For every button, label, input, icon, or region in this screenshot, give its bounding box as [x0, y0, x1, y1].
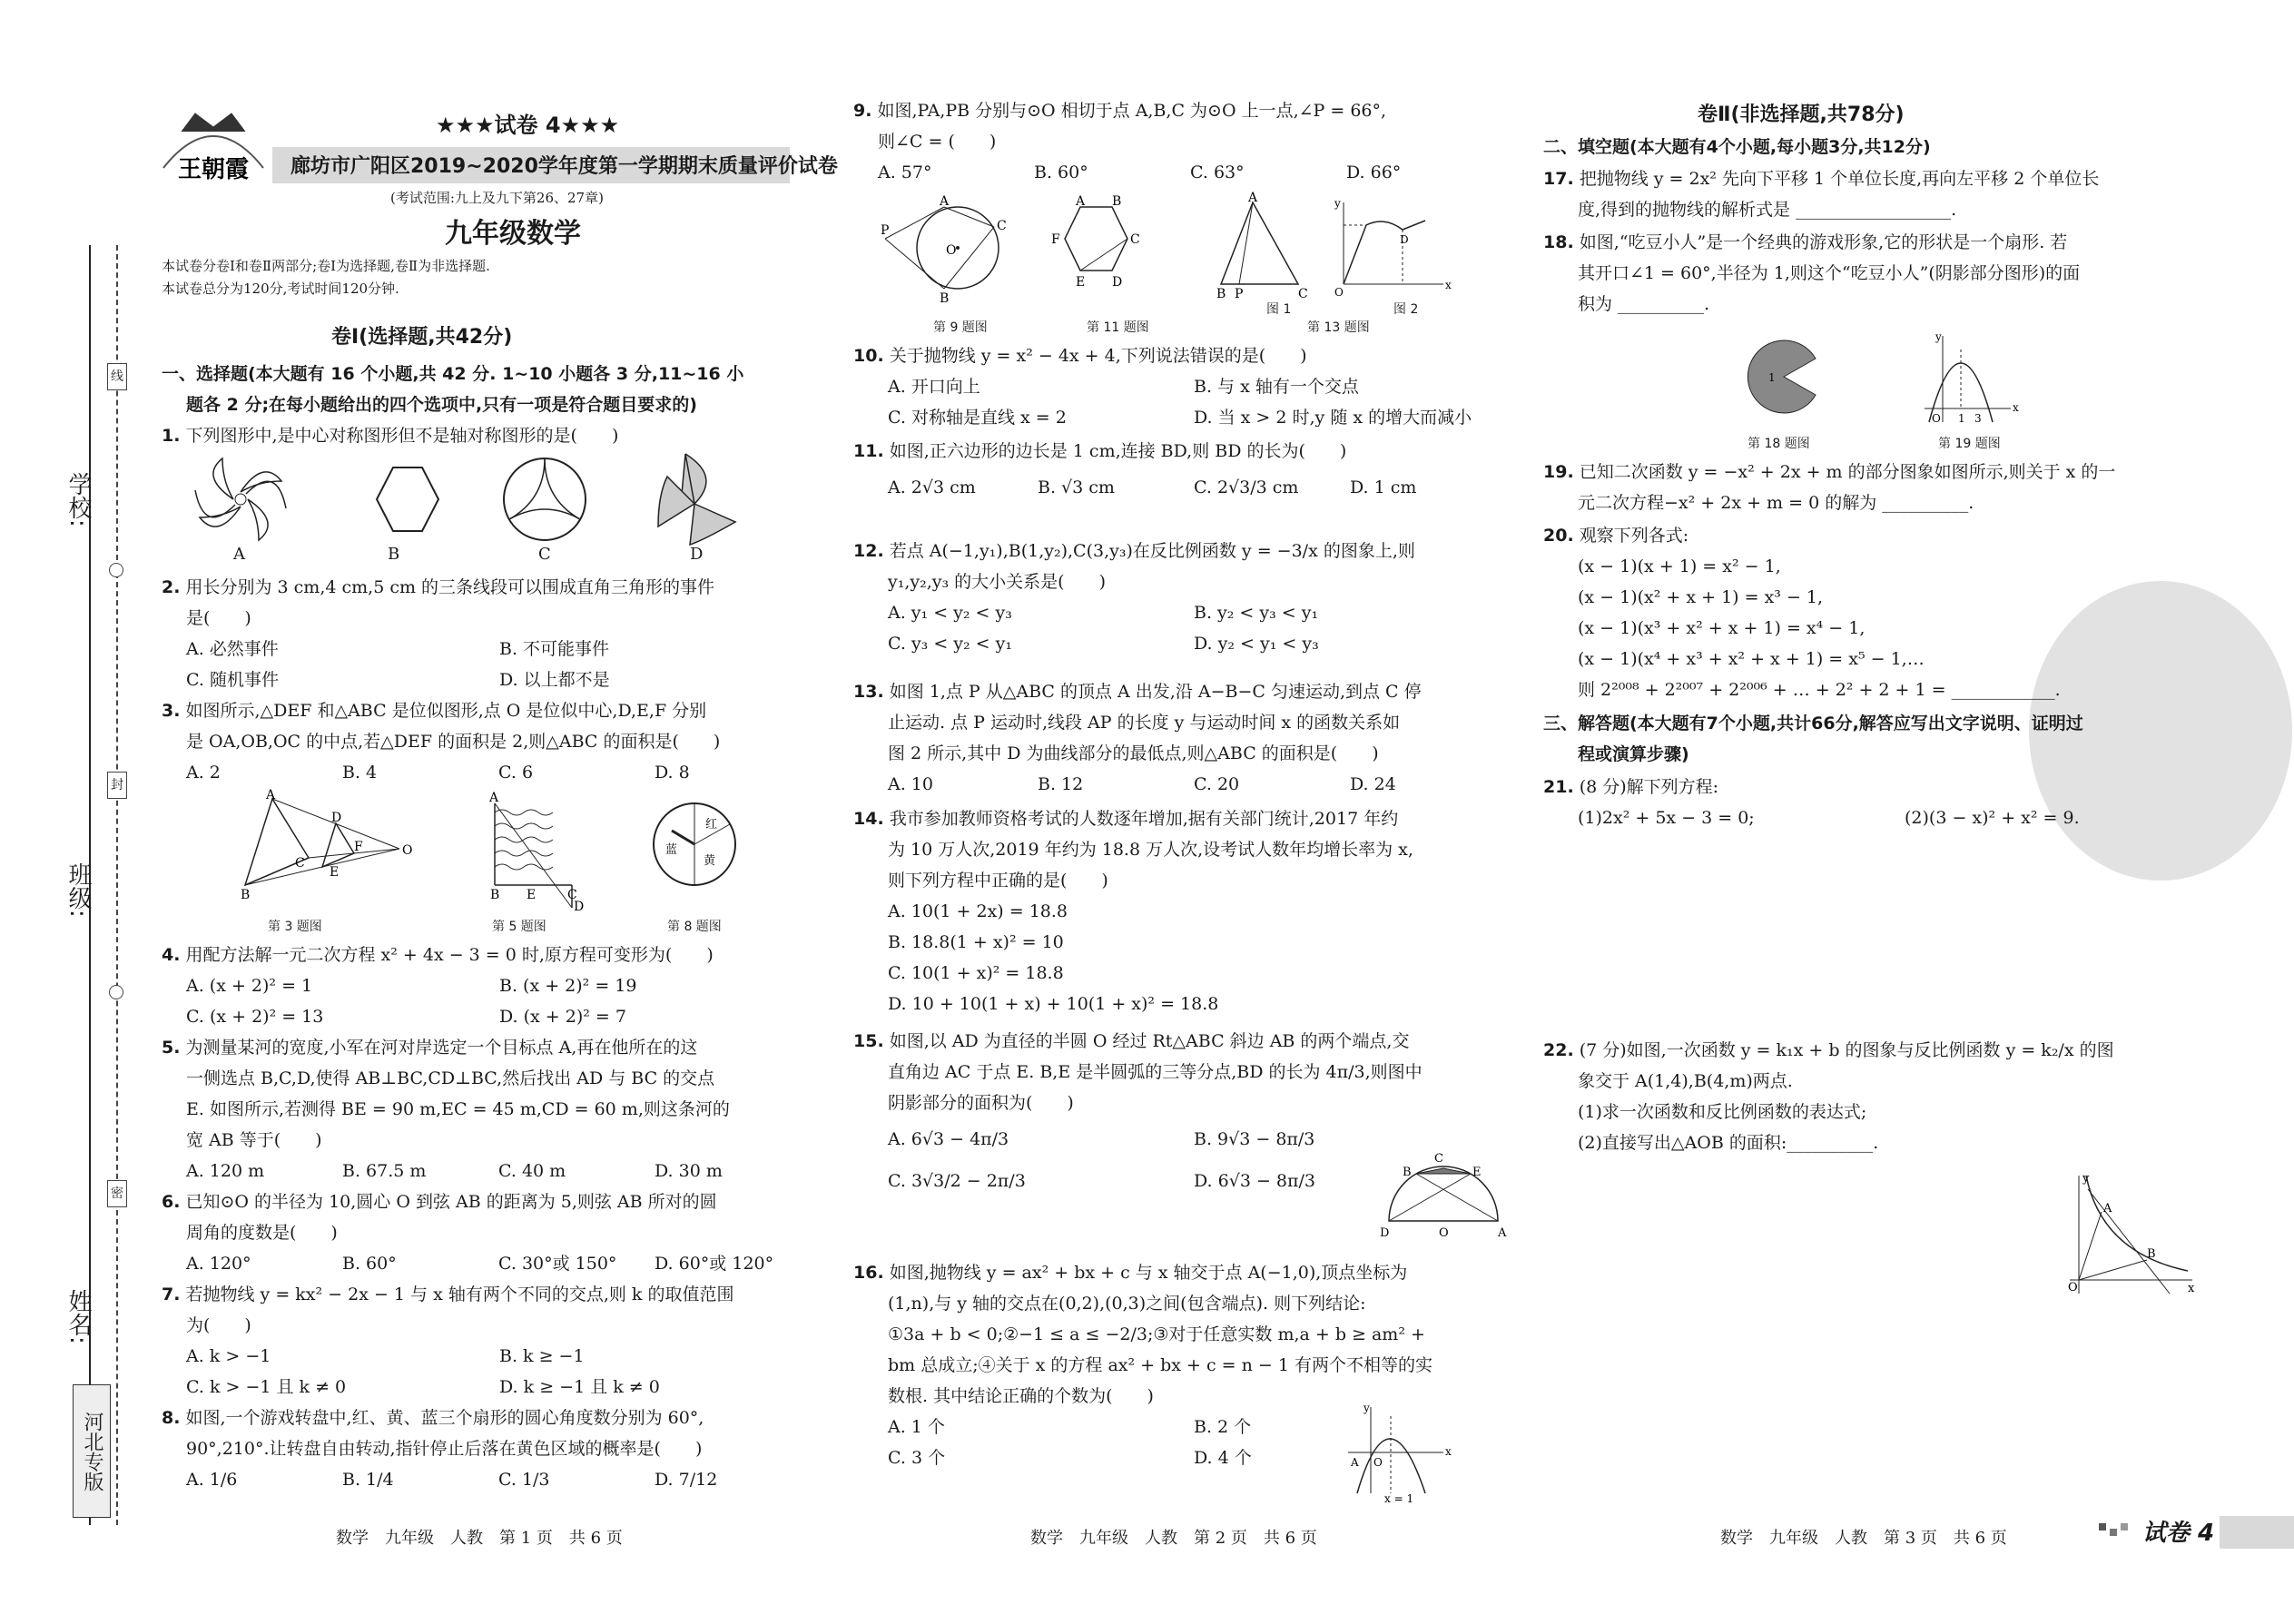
- option-c[interactable]: C. 63°: [1190, 162, 1245, 182]
- option-a[interactable]: A. 2: [186, 763, 221, 782]
- q21-part-2: (2)(3 − x)² + x² = 9.: [1905, 808, 2080, 828]
- p2-figures-row: [881, 191, 1462, 307]
- question-12: 12. 若点 A(−1,y₁),B(1,y₂),C(3,y₃)在反比例函数 y = −3/x 的图象上,则 y₁,y₂,y₃ 的大小关系是( ) A. y₁ < y₂ < y₃ B. y₂ < y₃ < y₁ C. y₃ < y₂ < y₁ D. y₂ < y₁ < y₃: [853, 536, 1507, 659]
- section-1-heading-b: 题各 2 分;在每小题给出的四个选项中,只有一项是符合题目要求的): [186, 395, 697, 415]
- question-20: 20. 观察下列各式: (x − 1)(x + 1) = x² − 1, (x − 1)(x² + x + 1) = x³ − 1, (x − 1)(x³ + x² + x + 1) = x⁴ − 1, (x − 1)(x⁴ + x³ + x² + x + 1) = x⁵ − 1,… 则 2²⁰⁰⁸ + 2²⁰⁰⁷ + 2²⁰⁰⁶ + … + 2² + 2 + 1 = ____________.: [1543, 520, 2197, 705]
- option-c[interactable]: C. 40 m: [498, 1161, 566, 1181]
- svg-text:B: B: [1112, 194, 1122, 209]
- brand-logo: [154, 104, 272, 191]
- question-13: 13. 如图 1,点 P 从△ABC 的顶点 A 出发,沿 A−B−C 匀速运动,到点 C 停 止运动. 点 P 运动时,线段 AP 的长度 y 与运动时间 x 的函数关系如 图 2 所示,其中 D 为曲线部分的最低点,则△ABC 的面积是( ) A. 10 B. 12 C. 20 D. 24: [853, 676, 1507, 800]
- question-6: 6. 已知⊙O 的半径为 10,圆心 O 到弦 AB 的距离为 5,则弦 AB 所对的圆 周角的度数是( ) A. 120° B. 60° C. 30°或 150° D. 60°或 120°: [162, 1186, 815, 1279]
- svg-text:P: P: [1235, 287, 1244, 301]
- option-d[interactable]: D. 10 + 10(1 + x) + 10(1 + x)² = 18.8: [888, 994, 1219, 1014]
- option-d[interactable]: D. 以上都不是: [499, 670, 610, 690]
- option-c[interactable]: C. y₃ < y₂ < y₁: [888, 634, 1012, 654]
- svg-text:B: B: [2147, 1247, 2156, 1261]
- caption-q13: 第 13 题图: [1307, 320, 1370, 335]
- fig-label-d: D: [690, 545, 704, 564]
- hexagon-figure: [377, 468, 438, 531]
- svg-text:E: E: [330, 865, 340, 880]
- option-c[interactable]: C. 对称轴是直线 x = 2: [888, 408, 1067, 428]
- svg-text:1: 1: [1768, 371, 1776, 384]
- series-tag: ★★★试卷 4★★★: [436, 113, 620, 138]
- question-text: 下列图形中,是中心对称图形但不是轴对称图形的是( ): [185, 426, 619, 446]
- question-15: 15. 如图,以 AD 为直径的半圆 O 经过 Rt△ABC 斜边 AB 的两个端点,交 直角边 AC 于点 E. B,E 是半圆弧的三等分点,BD 的长为 4π/3,则图中 阴影部分的面积为( ) A. 6√3 − 4π/3 B. 9√3 − 8π/3 C. 3√3/2 − 2π/3 D. 6√3 − 8π/3: [853, 1026, 1507, 1202]
- question-8: 8. 如图,一个游戏转盘中,红、黄、蓝三个扇形的圆心角度数分别为 60°, 90°,210°.让转盘自由转动,指针停止后落在黄色区域的概率是( ) A. 1/6 B. 1/4 C. 1/3 D. 7/12: [162, 1403, 815, 1495]
- solve-section-heading-2: 程或演算步骤): [1578, 744, 1689, 764]
- option-d[interactable]: D. 24: [1350, 774, 1396, 794]
- option-d[interactable]: D. 66°: [1346, 162, 1402, 182]
- option-b[interactable]: B. k ≥ −1: [499, 1346, 585, 1366]
- svg-text:3: 3: [1974, 412, 1982, 425]
- option-d[interactable]: D. 当 x > 2 时,y 随 x 的增大而减小: [1194, 408, 1472, 428]
- q20-line: (x − 1)(x⁴ + x³ + x² + x + 1) = x⁵ − 1,…: [1578, 649, 1925, 669]
- part2-title: 卷Ⅱ(非选择题,共78分): [1698, 103, 1905, 126]
- svg-text:O: O: [2068, 1281, 2078, 1294]
- parabola-figure-q19: [1925, 330, 2019, 425]
- option-d[interactable]: D. 60°或 120°: [655, 1254, 774, 1274]
- svg-text:y: y: [1364, 1402, 1370, 1414]
- caption-q8: 第 8 题图: [667, 920, 722, 934]
- q1-figures: [186, 449, 731, 567]
- option-a[interactable]: A. 10: [888, 774, 933, 794]
- question-18: 18. 如图,“吃豆小人”是一个经典的游戏形象,它的形状是一个扇形. 若 其开口∠1 = 60°,半径为 1,则这个“吃豆小人”(阴影部分图形)的面 积为 __________.: [1543, 232, 2081, 314]
- question-1: [162, 420, 618, 451]
- caption-q9: 第 9 题图: [933, 320, 988, 335]
- page-footer-2: 数学 九年级 人教 第 2 页 共 6 页: [1030, 1529, 1317, 1548]
- svg-text:E: E: [1076, 275, 1086, 290]
- svg-text:B: B: [490, 888, 500, 902]
- river-figure: [488, 791, 584, 914]
- option-a[interactable]: A. y₁ < y₂ < y₃: [888, 603, 1012, 623]
- svg-text:A: A: [489, 791, 499, 805]
- option-b[interactable]: B. 与 x 轴有一个交点: [1194, 377, 1359, 397]
- caption-q18: 第 18 题图: [1748, 437, 1810, 451]
- caption-fig1: 图 1: [1266, 302, 1292, 317]
- question-19: 19. 已知二次函数 y = −x² + 2x + m 的部分图象如图所示,则关于 x 的一 元二次方程−x² + 2x + m = 0 的解为 __________.: [1543, 462, 2116, 513]
- spinner-figure: [654, 803, 735, 885]
- option-d[interactable]: D. 1 cm: [1350, 477, 1417, 497]
- svg-text:x: x: [2013, 401, 2019, 414]
- question-3: 3. 如图所示,△DEF 和△ABC 是位似图形,点 O 是位似中心,D,E,F 分别 是 OA,OB,OC 的中点,若△DEF 的面积是 2,则△ABC 的面积是( ) A. 2 B. 4 C. 6 D. 8: [162, 695, 815, 788]
- option-b[interactable]: B. 12: [1038, 774, 1084, 794]
- fig-label-b: B: [388, 545, 400, 564]
- svg-text:C: C: [1130, 232, 1140, 247]
- svg-text:1: 1: [1958, 412, 1965, 425]
- svg-text:y: y: [1334, 197, 1341, 210]
- exam-title: 廊坊市广阳区2019~2020学年度第一学期期末质量评价试卷: [290, 155, 838, 178]
- svg-text:x = 1: x = 1: [1384, 1492, 1414, 1505]
- svg-text:x: x: [1445, 279, 1452, 291]
- hexagon-bd-figure: [1051, 194, 1140, 290]
- option-c[interactable]: C. 10(1 + x)² = 18.8: [888, 963, 1064, 983]
- option-a[interactable]: A. k > −1: [186, 1346, 271, 1366]
- function-graph-figure: [1334, 197, 1452, 299]
- propeller-figure: [658, 454, 735, 545]
- q21-part-1: (1)2x² + 5x − 3 = 0;: [1578, 808, 1755, 828]
- option-b[interactable]: B. 18.8(1 + x)² = 10: [888, 932, 1064, 952]
- svg-text:O: O: [1334, 286, 1344, 299]
- svg-text:王朝霞: 王朝霞: [177, 156, 250, 183]
- svg-text:A: A: [1248, 191, 1258, 205]
- svg-text:A: A: [940, 194, 950, 209]
- svg-text:红: 红: [705, 818, 718, 832]
- option-d[interactable]: D. y₂ < y₁ < y₃: [1194, 634, 1319, 654]
- corner-band: [2220, 1516, 2294, 1549]
- svg-text:A: A: [266, 788, 276, 802]
- class-label: 班级:: [64, 862, 92, 918]
- caption-fig2: 图 2: [1393, 302, 1419, 317]
- svg-text:A: A: [2103, 1202, 2112, 1216]
- parabola-figure-q16: [1344, 1402, 1452, 1505]
- triangle-moving-point-figure: [1216, 191, 1308, 301]
- subject-title: 九年级数学: [445, 218, 581, 250]
- option-d[interactable]: D. 8: [655, 763, 690, 782]
- svg-text:B: B: [1403, 1166, 1412, 1179]
- circle-arcs-figure: [504, 458, 586, 540]
- similar-triangles-figure: [241, 788, 412, 902]
- question-number: 1.: [162, 426, 181, 446]
- fill-section-heading: 二、填空题(本大题有4个小题,每小题3分,共12分): [1543, 137, 1931, 157]
- option-d[interactable]: D. (x + 2)² = 7: [499, 1007, 626, 1027]
- option-d[interactable]: D. 4 个: [1194, 1448, 1252, 1468]
- option-c[interactable]: C. 6: [498, 763, 534, 782]
- option-b[interactable]: B. √3 cm: [1038, 477, 1115, 497]
- school-label: 学校:: [64, 472, 92, 527]
- option-a[interactable]: A. 必然事件: [186, 639, 279, 659]
- caption-q5: 第 5 题图: [492, 920, 546, 934]
- option-d[interactable]: D. 6√3 − 8π/3: [1194, 1171, 1315, 1191]
- question-7: 7. 若抛物线 y = kx² − 2x − 1 与 x 轴有两个不同的交点,则 k 的取值范围 为( ) A. k > −1 B. k ≥ −1 C. k > −1 且 k ≠ 0 D. k ≥ −1 且 k ≠ 0: [162, 1279, 815, 1403]
- option-a[interactable]: A. 6√3 − 4π/3: [888, 1129, 1009, 1149]
- svg-text:x: x: [1445, 1445, 1452, 1458]
- caption-q11: 第 11 题图: [1087, 320, 1149, 335]
- svg-text:O: O: [402, 843, 413, 858]
- seal-mark-1: 线: [107, 363, 127, 390]
- svg-text:B: B: [241, 888, 251, 902]
- svg-text:D: D: [1400, 233, 1409, 246]
- question-4: 4. 用配方法解一元二次方程 x² + 4x − 3 = 0 时,原方程可变形为( ) A. (x + 2)² = 1 B. (x + 2)² = 19 C. (x + 2)² = 13 D. (x + 2)² = 7: [162, 940, 815, 1032]
- seal-mark-3: 密: [107, 1180, 127, 1207]
- part1-title: 卷Ⅰ(选择题,共42分): [331, 326, 513, 349]
- svg-text:A: A: [1351, 1456, 1359, 1469]
- solve-section-heading: 三、解答题(本大题有7个小题,共计66分,解答应写出文字说明、证明过: [1543, 714, 2083, 733]
- option-b[interactable]: B. (x + 2)² = 19: [499, 976, 637, 996]
- question-10: 10. 关于抛物线 y = x² − 4x + 4,下列说法错误的是( ) A. 开口向上 B. 与 x 轴有一个交点 C. 对称轴是直线 x = 2 D. 当 x > 2 时,y 随 x 的增大而减小: [853, 340, 1507, 433]
- exam-scope: (考试范围:九上及九下第26、27章): [390, 190, 604, 206]
- fig-label-a: A: [233, 545, 245, 564]
- question-5: 5. 为测量某河的宽度,小军在河对岸选定一个目标点 A,再在他所在的这 一侧选点 B,C,D,使得 AB⊥BC,CD⊥BC,然后找出 AD 与 BC 的交点 E. 如图所示,若测得 BE = 90 m,EC = 45 m,CD = 60 m,则这条河的 宽 AB 等于( ) A. 120 m B. 67.5 m C. 40 m D. 30 m: [162, 1032, 815, 1186]
- intro-line-1: 本试卷分卷Ⅰ和卷Ⅱ两部分;卷Ⅰ为选择题,卷Ⅱ为非选择题.: [162, 258, 490, 274]
- question-11: 11. 如图,正六边形的边长是 1 cm,连接 BD,则 BD 的长为( ) A. 2√3 cm B. √3 cm C. 2√3/3 cm D. 1 cm: [853, 436, 1507, 503]
- hyperbola-figure-q22: [2052, 1171, 2197, 1298]
- seal-mark-2: 封: [107, 772, 127, 799]
- svg-text:D: D: [574, 900, 585, 914]
- p3-figures-row: [1743, 330, 2019, 431]
- option-a[interactable]: A. 2√3 cm: [888, 477, 976, 497]
- intro-line-2: 本试卷总分为120分,考试时间120分钟.: [162, 281, 399, 297]
- p1-figures-row: [241, 788, 785, 914]
- option-d[interactable]: D. 7/12: [655, 1470, 718, 1490]
- svg-text:P: P: [881, 223, 890, 238]
- question-21: 21. (8 分)解下列方程: (1)2x² + 5x − 3 = 0; (2)(3 − x)² + x² = 9.: [1543, 772, 2197, 833]
- option-b[interactable]: B. 67.5 m: [342, 1161, 427, 1181]
- svg-text:D: D: [1112, 275, 1123, 290]
- q20-line: 则 2²⁰⁰⁸ + 2²⁰⁰⁷ + 2²⁰⁰⁶ + … + 2² + 2 + 1 = ____________.: [1578, 680, 2061, 700]
- name-label: 姓名:: [64, 1289, 92, 1344]
- option-c[interactable]: C. 20: [1194, 774, 1240, 794]
- svg-text:O: O: [1439, 1226, 1449, 1240]
- svg-text:黄: 黄: [704, 854, 716, 868]
- q20-line: (x − 1)(x² + x + 1) = x³ − 1,: [1578, 587, 1824, 607]
- edition-badge: 河北专版: [73, 1384, 111, 1518]
- svg-text:C: C: [1298, 287, 1308, 301]
- option-c[interactable]: C. (x + 2)² = 13: [186, 1007, 324, 1027]
- option-c[interactable]: C. 2√3/3 cm: [1194, 477, 1299, 497]
- svg-text:y: y: [2082, 1172, 2090, 1186]
- corner-squares-icon: [2097, 1516, 2133, 1543]
- option-c[interactable]: C. 3√3/2 − 2π/3: [888, 1171, 1026, 1191]
- binding-dashed-line: [116, 245, 118, 1525]
- option-a[interactable]: A. 120 m: [186, 1161, 265, 1181]
- option-a[interactable]: A. 开口向上: [888, 377, 980, 397]
- option-d[interactable]: D. 30 m: [655, 1161, 723, 1181]
- hole-icon: [109, 985, 123, 999]
- question-16: 16. 如图,抛物线 y = ax² + bx + c 与 x 轴交于点 A(−1,0),顶点坐标为 (1,n),与 y 轴的交点在(0,2),(0,3)之间(包含端点). 则下列结论: ①3a + b < 0;②−1 ≤ a ≤ −2/3;③对于任意实数 m,a + b ≥ am² + bm 总成立;④关于 x 的方程 ax² + bx + c = n − 1 有两个不相等的实 数根. 其中结论正确的个数为( ) A. 1 个 B. 2 个 C. 3 个 D. 4 个: [853, 1257, 1507, 1473]
- option-b[interactable]: B. 60°: [342, 1254, 397, 1274]
- option-c[interactable]: C. 随机事件: [186, 670, 279, 690]
- option-c[interactable]: C. k > −1 且 k ≠ 0: [186, 1377, 347, 1397]
- pinwheel-figure: [195, 458, 286, 540]
- option-a[interactable]: A. 1 个: [888, 1417, 945, 1437]
- question-17: 17. 把抛物线 y = 2x² 先向下平移 1 个单位长度,再向左平移 2 个单位长 度,得到的抛物线的解析式是 __________________.: [1543, 169, 2100, 220]
- tangent-circle-figure: [881, 194, 1007, 306]
- page-footer-3: 数学 九年级 人教 第 3 页 共 6 页: [1720, 1529, 2007, 1548]
- svg-text:E: E: [527, 888, 537, 902]
- option-b[interactable]: B. 1/4: [342, 1470, 394, 1490]
- question-14: 14. 我市参加教师资格考试的人数逐年增加,据有关部门统计,2017 年约 为 10 万人次,2019 年约为 18.8 万人次,设考试人数年均增长率为 x, 则下列方程中正确的是( ) A. 10(1 + 2x) = 18.8 B. 18.8(1 + x)² = 10 C. 10(1 + x)² = 18.8 D. 10 + 10(1 + x) + 10(1 + x)² = 18.8: [853, 803, 1507, 1019]
- svg-text:蓝: 蓝: [665, 843, 678, 857]
- svg-text:D: D: [331, 811, 342, 825]
- hole-icon: [109, 563, 123, 577]
- option-a[interactable]: A. 1/6: [186, 1470, 238, 1490]
- svg-text:O: O: [1373, 1456, 1383, 1469]
- svg-text:x: x: [2188, 1282, 2195, 1295]
- option-a[interactable]: A. 10(1 + 2x) = 18.8: [888, 901, 1068, 921]
- semicircle-figure: [1380, 1148, 1516, 1239]
- question-22: 22. (7 分)如图,一次函数 y = k₁x + b 的图象与反比例函数 y = k₂/x 的图 象交于 A(1,4),B(4,m)两点. (1)求一次函数和反比例函数的表达式; (2)直接写出△AOB 的面积:__________.: [1543, 1040, 2114, 1153]
- svg-text:A: A: [1076, 194, 1086, 209]
- option-a[interactable]: A. (x + 2)² = 1: [186, 976, 313, 996]
- corner-tag: 试卷 4: [2142, 1520, 2215, 1547]
- option-b[interactable]: B. 9√3 − 8π/3: [1194, 1129, 1315, 1149]
- svg-text:B: B: [1216, 287, 1226, 301]
- svg-text:A: A: [1498, 1226, 1507, 1240]
- svg-text:O: O: [1932, 412, 1941, 425]
- page-footer-1: 数学 九年级 人教 第 1 页 共 6 页: [336, 1529, 623, 1548]
- svg-text:E: E: [1472, 1166, 1482, 1179]
- svg-text:F: F: [1051, 232, 1060, 247]
- option-b[interactable]: B. 2 个: [1194, 1417, 1252, 1437]
- option-b[interactable]: B. 60°: [1034, 162, 1088, 182]
- svg-text:y: y: [1935, 330, 1942, 343]
- q20-line: (x − 1)(x³ + x² + x + 1) = x⁴ − 1,: [1578, 618, 1866, 638]
- option-c[interactable]: C. 1/3: [498, 1470, 550, 1490]
- option-c[interactable]: C. 30°或 150°: [498, 1254, 617, 1274]
- svg-text:B: B: [940, 291, 950, 306]
- pacman-figure: [1748, 340, 1816, 413]
- svg-text:C: C: [997, 219, 1007, 233]
- q20-line: (x − 1)(x + 1) = x² − 1,: [1578, 556, 1781, 576]
- caption-q19: 第 19 题图: [1938, 437, 2001, 451]
- svg-text:C: C: [1434, 1152, 1443, 1166]
- question-2: 2. 用长分别为 3 cm,4 cm,5 cm 的三条线段可以围成直角三角形的事件 是( ) A. 必然事件 B. 不可能事件 C. 随机事件 D. 以上都不是: [162, 572, 815, 695]
- option-a[interactable]: A. 57°: [878, 162, 932, 182]
- caption-q3: 第 3 题图: [268, 920, 322, 934]
- svg-text:F: F: [354, 840, 363, 854]
- option-b[interactable]: B. 4: [342, 763, 378, 782]
- svg-text:D: D: [1380, 1226, 1390, 1240]
- question-9: 9. 如图,PA,PB 分别与⊙O 相切于点 A,B,C 为⊙O 上一点,∠P = 66°, 则∠C = ( ) A. 57° B. 60° C. 63° D. 66°: [853, 95, 1507, 188]
- option-a[interactable]: A. 120°: [186, 1254, 251, 1274]
- svg-text:O: O: [946, 243, 957, 258]
- svg-text:C: C: [567, 888, 577, 902]
- option-d[interactable]: D. k ≥ −1 且 k ≠ 0: [499, 1377, 660, 1397]
- section-1-heading-a: 一、选择题(本大题有 16 个小题,共 42 分. 1~10 小题各 3 分,11~16 小: [162, 364, 744, 384]
- svg-text:C: C: [295, 856, 305, 871]
- option-b[interactable]: B. 不可能事件: [499, 639, 610, 659]
- option-b[interactable]: B. y₂ < y₃ < y₁: [1194, 603, 1319, 623]
- option-c[interactable]: C. 3 个: [888, 1448, 946, 1468]
- fig-label-c: C: [538, 545, 551, 564]
